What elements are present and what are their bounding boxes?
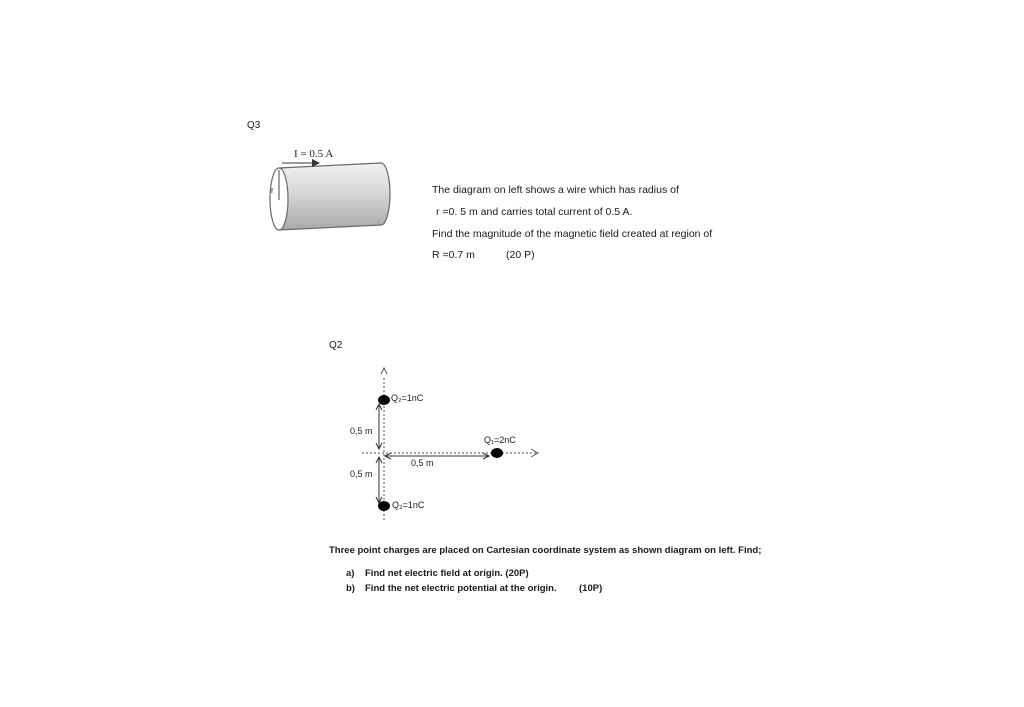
q2-label: Q2: [329, 340, 343, 351]
q3-text-line-3: Find the magnitude of the magnetic field created at region of: [432, 228, 713, 240]
q3-label: Q3: [247, 120, 261, 131]
q3-points: (20 P): [506, 249, 535, 261]
q2-intro: Three point charges are placed on Cartesian coordinate system as shown diagram on left. Find;: [329, 545, 762, 556]
upper-distance-label: 0,5 m: [350, 426, 373, 436]
charge-q2: [378, 395, 390, 405]
radius-label: r: [271, 186, 274, 195]
q2-item-a-text: Find net electric field at origin. (20P): [365, 568, 529, 579]
charge-q2-label: Q₂=1nC: [391, 393, 424, 403]
current-label: I = 0.5 A: [294, 148, 334, 160]
q3-text-line-4a: R =0.7 m: [432, 249, 475, 261]
q2-item-b-points: (10P): [579, 583, 603, 594]
q2-item-b-marker: b): [346, 583, 355, 594]
charge-q1-label: Q₁=2nC: [484, 435, 516, 445]
q2-item-b-text: Find the net electric potential at the origin.: [365, 583, 557, 594]
charge-q1: [491, 448, 503, 458]
q3-text-line-2: r =0. 5 m and carries total current of 0.5 A.: [436, 206, 633, 218]
charge-q3-label: Q₃=1nC: [392, 500, 425, 510]
y-axis-arrow: [381, 368, 387, 374]
lower-distance-label: 0,5 m: [350, 469, 373, 479]
q3-text-line-1: The diagram on left shows a wire which has radius of: [432, 184, 679, 196]
charge-q3: [378, 501, 390, 511]
q2-item-a-marker: a): [346, 568, 355, 579]
horizontal-distance-label: 0,5 m: [411, 458, 434, 468]
wire-cylinder: [279, 163, 390, 230]
